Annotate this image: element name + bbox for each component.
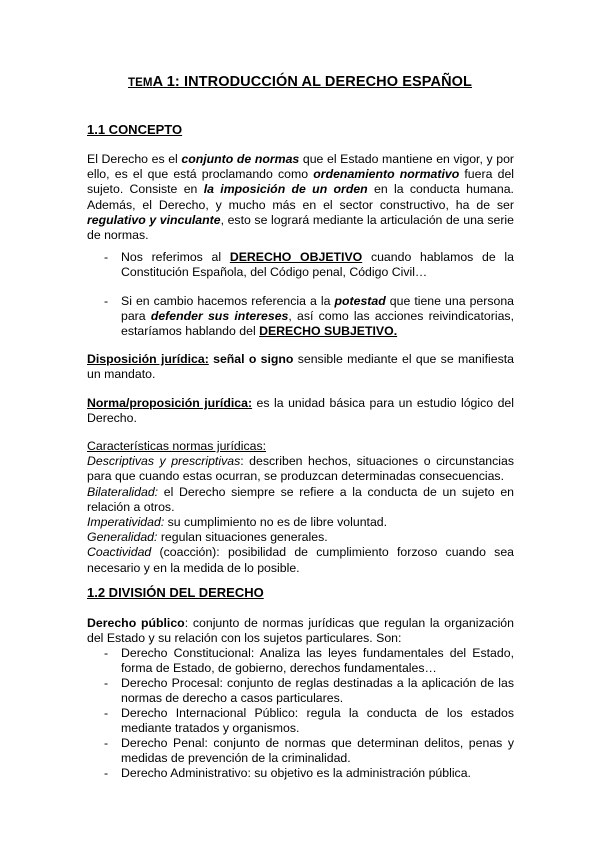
text-run: (coacción): posibilidad de cumplimiento forzoso cuando sea necesario y en la medida de lo posible.: [87, 545, 514, 575]
term-run: Norma/proposición jurídica:: [87, 396, 253, 410]
emphasis-run: la imposición de un orden: [203, 182, 368, 197]
text-run: el Derecho siempre se refiere a la conducta de un sujeto en relación a otros.: [87, 484, 514, 514]
list-item-constitucional: Derecho Constitucional: Analiza las leyes fundamentales del Estado, forma de Estado, de gobierno, derechos fundamentales…: [121, 646, 514, 676]
bullet-derecho-objetivo: [121, 250, 514, 280]
bullet-dash: -: [104, 676, 109, 690]
title-prefix: TEM: [128, 77, 153, 89]
title-main: A 1: INTRODUCCIÓN AL DERECHO ESPAÑOL: [152, 74, 472, 90]
text-run: en la conducta humana. Además, el Derecho, y mucho más en el sector constructivo, ha de ser: [87, 182, 514, 212]
list-item: [87, 530, 514, 545]
list-item-internacional: Derecho Internacional Público: regula la conducta de los estados mediante tratados y organismos.: [121, 706, 514, 736]
emphasis-run: potestad: [334, 294, 386, 308]
list-item: [87, 485, 514, 515]
term-run: Descriptivas y prescriptivas: [87, 454, 241, 469]
bullet-dash: -: [104, 646, 109, 660]
term-run: Generalidad:: [87, 530, 158, 545]
text-run: fuera del sujeto. Consiste en: [87, 167, 515, 197]
emphasis-run: regulativo y vinculante: [87, 212, 221, 227]
list-item-penal: Derecho Penal: conjunto de normas que determinan delitos, penas y medidas de prevención de la criminalidad.: [121, 736, 514, 766]
list-item-procesal: Derecho Procesal: conjunto de reglas destinadas a la aplicación de las normas de derecho a casos particulares.: [121, 676, 514, 706]
section-heading-concepto: 1.1 CONCEPTO: [87, 122, 183, 137]
bullet-dash: -: [104, 736, 109, 750]
text-run: El Derecho es el: [87, 152, 182, 166]
section-heading-division: 1.2 DIVISIÓN DEL DERECHO: [87, 585, 264, 600]
emphasis-run: señal o signo: [208, 352, 294, 366]
text-run: que el Estado mantiene en vigor, y por ello, es el que está proclamando como: [87, 152, 515, 182]
text-run: , esto se logrará mediante la articulación de una serie de normas.: [87, 212, 514, 243]
caracteristicas-heading: Características normas jurídicas:: [87, 439, 267, 453]
text-run: , así como las acciones reivindicatorias, estaríamos hablando del: [121, 309, 514, 339]
emphasis-run: DERECHO SUBJETIVO.: [259, 324, 398, 339]
term-run: Imperatividad:: [87, 515, 165, 530]
term-run: Disposición jurídica:: [87, 352, 209, 366]
text-run: Nos referimos al: [121, 250, 230, 264]
concepto-paragraph: [87, 152, 514, 243]
text-run: es la unidad básica para un estudio lógico del Derecho.: [87, 396, 514, 426]
list-item: [87, 454, 514, 484]
list-item: [87, 515, 514, 530]
text-run: su cumplimiento no es de libre voluntad.: [164, 515, 388, 530]
text-run: que tiene una persona para: [121, 294, 515, 324]
page-title: [0, 75, 600, 91]
term-run: Derecho público: [87, 616, 185, 630]
bullet-dash: -: [104, 706, 109, 720]
disposicion-juridica: [87, 352, 514, 382]
text-run: regulan situaciones generales.: [157, 530, 328, 545]
list-item: [87, 545, 514, 575]
bullet-dash: -: [104, 250, 109, 264]
emphasis-run: DERECHO OBJETIVO: [229, 250, 363, 264]
text-run: : conjunto de normas jurídicas que regulan la organización del Estado y su relación con los sujetos particulares. Son:: [87, 616, 514, 646]
text-run: : describen hechos, situaciones o circunstancias para que cuando estas ocurran, se produzcan determinadas consecuencias.: [87, 454, 514, 484]
caracteristicas-list: [87, 439, 514, 576]
bullet-dash: -: [104, 294, 109, 308]
norma-juridica: [87, 396, 514, 426]
bullet-dash: -: [104, 766, 109, 780]
text-run: Si en cambio hacemos referencia a la: [121, 294, 335, 308]
emphasis-run: ordenamiento normativo: [313, 167, 460, 182]
derecho-publico-intro: [87, 616, 514, 646]
text-run: sensible mediante el que se manifiesta un mandato.: [87, 352, 514, 382]
bullet-derecho-subjetivo: [121, 294, 514, 340]
term-run: Bilateralidad:: [87, 484, 159, 499]
list-item-administrativo: Derecho Administrativo: su objetivo es la administración pública.: [121, 766, 471, 780]
emphasis-run: defender sus intereses: [150, 309, 289, 324]
term-run: Coactividad: [87, 545, 152, 560]
text-run: cuando hablamos de la Constitución Española, del Código penal, Código Civil…: [121, 250, 515, 280]
emphasis-run: conjunto de normas: [181, 152, 300, 166]
